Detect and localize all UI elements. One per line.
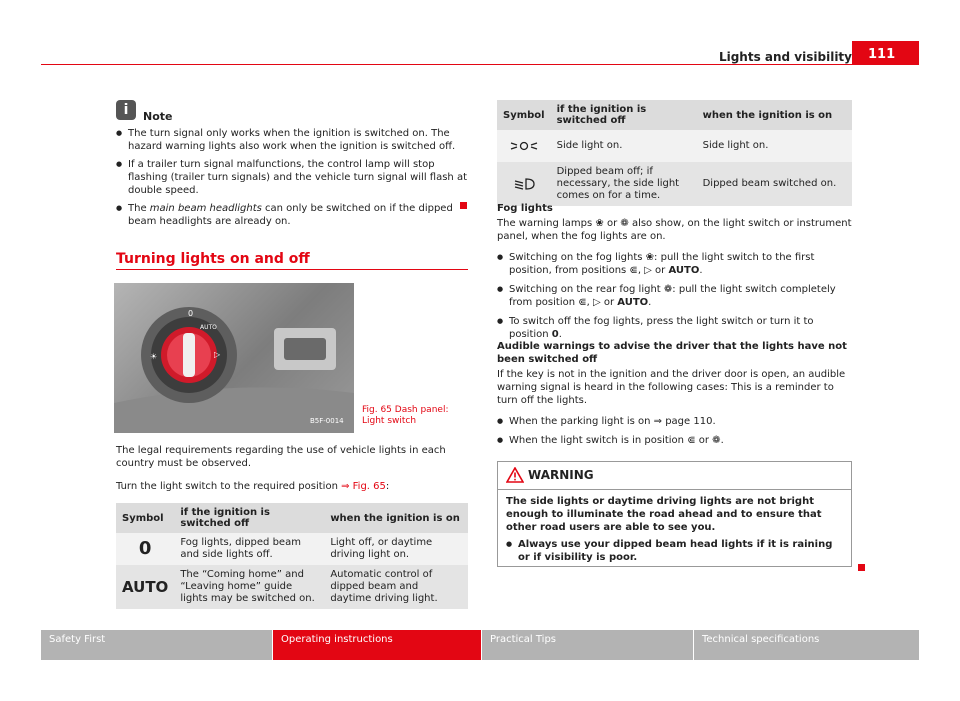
footer-tab-operating-instructions[interactable]: Operating instructions	[273, 630, 481, 660]
fog-text: or	[651, 265, 669, 276]
audible-text: .	[720, 435, 724, 446]
header-divider	[41, 64, 919, 65]
section-divider	[116, 269, 468, 270]
table-cell: The “Coming home” and “Leaving home” guide lights may be switched on.	[174, 565, 324, 609]
dipped-beam-icon: ▷	[593, 297, 601, 308]
section-end-mark	[858, 564, 865, 571]
table-row	[116, 565, 468, 609]
auto-symbol: AUTO	[617, 297, 649, 308]
side-light-icon: ⋐	[687, 435, 696, 446]
note-bullet	[116, 202, 468, 228]
table-header: Symbol	[116, 503, 174, 533]
legal-paragraph: The legal requirements regarding the use of vehicle lights in each country must be observed.	[116, 445, 446, 469]
front-fog-icon: ❀	[595, 218, 604, 229]
side-light-icon: ⋐	[629, 265, 638, 276]
audible-text: When the light switch is in position	[509, 435, 688, 446]
side-light-icon: ⋐	[578, 297, 587, 308]
table-cell: Fog lights, dipped beam and side lights off.	[174, 533, 324, 565]
fog-lights-section	[497, 202, 852, 341]
table-row	[497, 130, 852, 162]
fog-text: Switching on the rear fog light	[509, 284, 664, 295]
fog-text: .	[648, 297, 652, 308]
footer-tab-safety-first[interactable]: Safety First	[41, 630, 272, 660]
fog-text: ,	[586, 297, 593, 308]
audible-title: Audible warnings to advise the driver that the lights have not been switched off	[497, 341, 847, 365]
light-switch-illustration	[114, 283, 354, 433]
table-header: if the ignition is switched off	[174, 503, 324, 533]
side-light-icon	[497, 130, 551, 162]
dial-label-zero: 0	[188, 309, 194, 318]
page-header-title: Lights and visibility	[718, 50, 852, 64]
table-header: if the ignition is switched off	[551, 100, 697, 130]
table-cell: Automatic control of dipped beam and daytime driving light.	[324, 565, 468, 609]
warning-triangle-icon	[506, 467, 524, 483]
note-text: can only be switched on if the dipped beam headlights are already on.	[128, 203, 453, 227]
fog-text: Switching on the fog lights	[509, 252, 646, 263]
fog-text: : pull the light switch to the first position, from positions	[509, 252, 815, 276]
warning-box	[497, 461, 852, 567]
warning-paragraph: The side lights or daytime driving lights are not bright enough to illuminate the road ahead and to ensure that other road users are able to see you.	[506, 496, 822, 533]
figure-code: B5F-0014	[310, 417, 344, 425]
fog-intro	[497, 217, 852, 243]
fog-text: : pull the light switch completely from position	[509, 284, 836, 308]
warning-title: WARNING	[528, 468, 594, 482]
instruction-paragraph	[116, 480, 468, 493]
section-end-mark	[460, 202, 467, 209]
page-number: 111	[852, 41, 919, 65]
table-cell: Side light on.	[551, 130, 697, 162]
fog-bullet	[497, 251, 852, 277]
footer-tab-technical-specifications[interactable]: Technical specifications	[694, 630, 919, 660]
table-cell: Dipped beam switched on.	[697, 162, 852, 206]
figure-caption-line: Light switch	[362, 416, 417, 426]
instruction-text: :	[385, 481, 390, 492]
table-cell: Dipped beam off; if necessary, the side light comes on for a time.	[551, 162, 697, 206]
note-text: The	[128, 203, 150, 214]
warning-header	[498, 462, 851, 490]
table-header: Symbol	[497, 100, 551, 130]
fog-text: .	[558, 329, 562, 340]
note-body	[116, 127, 468, 228]
note-bullet: ● If a trailer turn signal malfunctions, the control lamp will stop flashing (trailer turn signals) and the vehicle turn signal will flash at double speed.	[116, 158, 468, 197]
rear-fog-icon: ❁	[663, 284, 673, 295]
front-fog-icon: ❀	[645, 252, 655, 263]
fog-text: .	[699, 265, 703, 276]
audible-text: or	[695, 435, 713, 446]
table-cell: Side light on.	[697, 130, 852, 162]
audible-bullet	[497, 434, 852, 447]
rear-fog-icon: ❁	[620, 218, 629, 229]
table-row	[497, 162, 852, 206]
table-header: when the ignition is on	[324, 503, 468, 533]
audible-warnings-section	[497, 340, 852, 447]
warning-body	[498, 490, 851, 569]
light-symbol-table	[497, 100, 852, 206]
rear-fog-icon: ❁	[712, 435, 721, 446]
dipped-beam-icon: ▷	[644, 265, 652, 276]
auto-symbol: AUTO	[668, 265, 700, 276]
fog-title: Fog lights	[497, 203, 553, 214]
dipped-beam-icon	[497, 162, 551, 206]
fog-text: ,	[637, 265, 645, 276]
warning-bullet: ● Always use your dipped beam head lights if it is raining or if visibility is poor.	[506, 538, 843, 564]
table-header: when the ignition is on	[697, 100, 852, 130]
note-title: Note	[143, 110, 173, 123]
audible-paragraph: If the key is not in the ignition and the driver door is open, an audible warning signal is heard in the following cases: This is a reminder to turn off the lights.	[497, 369, 846, 406]
symbol-cell: AUTO	[116, 565, 174, 609]
table-cell: Light off, or daytime driving light on.	[324, 533, 468, 565]
note-bullet: ● The turn signal only works when the ignition is switched on. The hazard warning lights also work when the ignition is switched off.	[116, 127, 468, 153]
fog-text: also show, on the light switch or instrument panel, when the fog lights are on.	[497, 218, 852, 242]
figure-caption	[362, 405, 448, 427]
fog-text: or	[603, 218, 621, 229]
figure-link[interactable]: ⇒ Fig. 65	[341, 481, 386, 492]
light-switch-table	[116, 503, 468, 609]
section-title: Turning lights on and off	[116, 251, 310, 267]
instruction-text: Turn the light switch to the required position	[116, 481, 342, 492]
beam-symbol-icon: ▷	[214, 350, 221, 359]
zero-symbol: 0	[551, 329, 559, 340]
dial-label-auto: AUTO	[200, 324, 217, 331]
figure-caption-line: Fig. 65 Dash panel:	[362, 405, 449, 415]
audible-bullet: ● When the parking light is on ⇒ page 110.	[497, 415, 852, 428]
light-switch-photo	[114, 283, 354, 433]
footer-tab-practical-tips[interactable]: Practical Tips	[482, 630, 693, 660]
fog-symbol-icon: ☀	[150, 352, 158, 361]
table-row	[116, 533, 468, 565]
fog-text: The warning lamps	[497, 218, 596, 229]
fog-text: To switch off the fog lights, press the light switch or turn it to position	[509, 316, 814, 340]
fog-bullet	[497, 315, 852, 341]
note-emphasis: main beam headlights	[149, 203, 262, 214]
note-icon: i	[116, 100, 136, 120]
symbol-cell: 0	[116, 533, 174, 565]
fog-text: or	[600, 297, 618, 308]
fog-bullet	[497, 283, 852, 309]
